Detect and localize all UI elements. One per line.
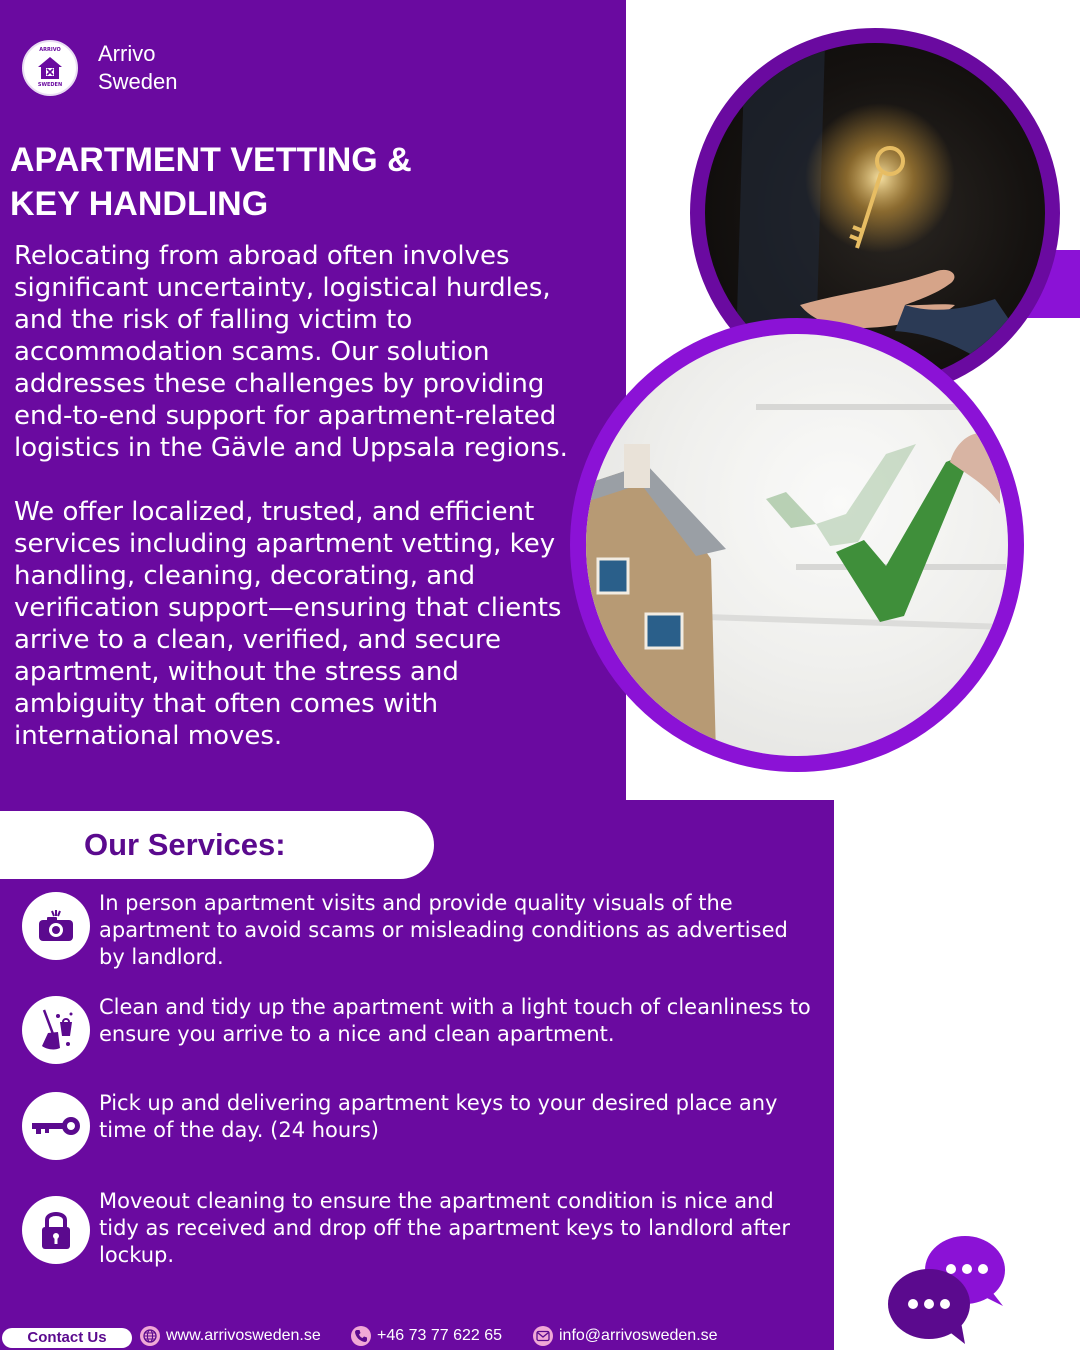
padlock-icon [22, 1196, 90, 1264]
website-text: www.arrivosweden.se [166, 1327, 321, 1344]
globe-icon [140, 1326, 160, 1346]
intro-paragraph-1: Relocating from abroad often involves significant uncertainty, logistical hurdles, and the risk of falling victim to accommodation scams. Our solution addresses these challenges by providing end-to-end support for apartment-related logistics in the Gävle and Uppsala regions. [14, 241, 568, 463]
brand-header [22, 40, 178, 96]
phone-text: +46 73 77 622 65 [377, 1327, 503, 1344]
service-text: In person apartment visits and provide quality visuals of the apartment to avoid scams or misleading conditions as advertised by landlord. [99, 891, 788, 969]
services-tab [0, 811, 434, 879]
email-link[interactable] [533, 1326, 718, 1346]
page-title-line1: APARTMENT VETTING & [10, 141, 412, 179]
page-title [10, 138, 610, 226]
contact-us-button[interactable]: Contact Us [2, 1328, 132, 1348]
brand-name [98, 40, 178, 96]
service-text: Clean and tidy up the apartment with a light touch of cleanliness to ensure you arrive to a nice and clean apartment. [99, 995, 811, 1046]
logo-top-text: ARRIVO [39, 47, 61, 53]
brand-name-line1: Arrivo [98, 41, 156, 66]
page-title-line2: KEY HANDLING [10, 185, 269, 223]
email-text: info@arrivosweden.se [559, 1327, 718, 1344]
house-checkmark-illustration [586, 334, 1008, 756]
services-heading: Our Services: [84, 827, 286, 862]
intro-text [14, 240, 589, 752]
footer-contact-bar [0, 1324, 834, 1350]
arrivo-logo[interactable] [22, 40, 78, 96]
key-icon [22, 1092, 90, 1160]
logo-bottom-text: SWEDEN [37, 82, 63, 88]
phone-link[interactable] [351, 1326, 502, 1346]
service-text: Moveout cleaning to ensure the apartment condition is nice and tidy as received and drop off the apartment keys to landlord after lockup. [99, 1189, 791, 1267]
house-checkmark-photo [570, 318, 1024, 772]
service-text: Pick up and delivering apartment keys to your desired place any time of the day. (24 hours) [99, 1091, 778, 1142]
brand-name-line2: Sweden [98, 69, 178, 94]
mail-icon [533, 1326, 553, 1346]
chat-bubbles-icon[interactable] [885, 1232, 1010, 1347]
intro-paragraph-2: We offer localized, trusted, and efficient services including apartment vetting, key handling, cleaning, decorating, and verification support—ensuring that clients arrive to a clean, verified, and secure apartment, without the stress and ambiguity that often comes with international moves. [14, 497, 562, 751]
phone-icon [351, 1326, 371, 1346]
camera-icon [22, 892, 90, 960]
house-logo-icon [36, 55, 64, 81]
website-link[interactable] [140, 1326, 321, 1346]
cleaning-icon [22, 996, 90, 1064]
